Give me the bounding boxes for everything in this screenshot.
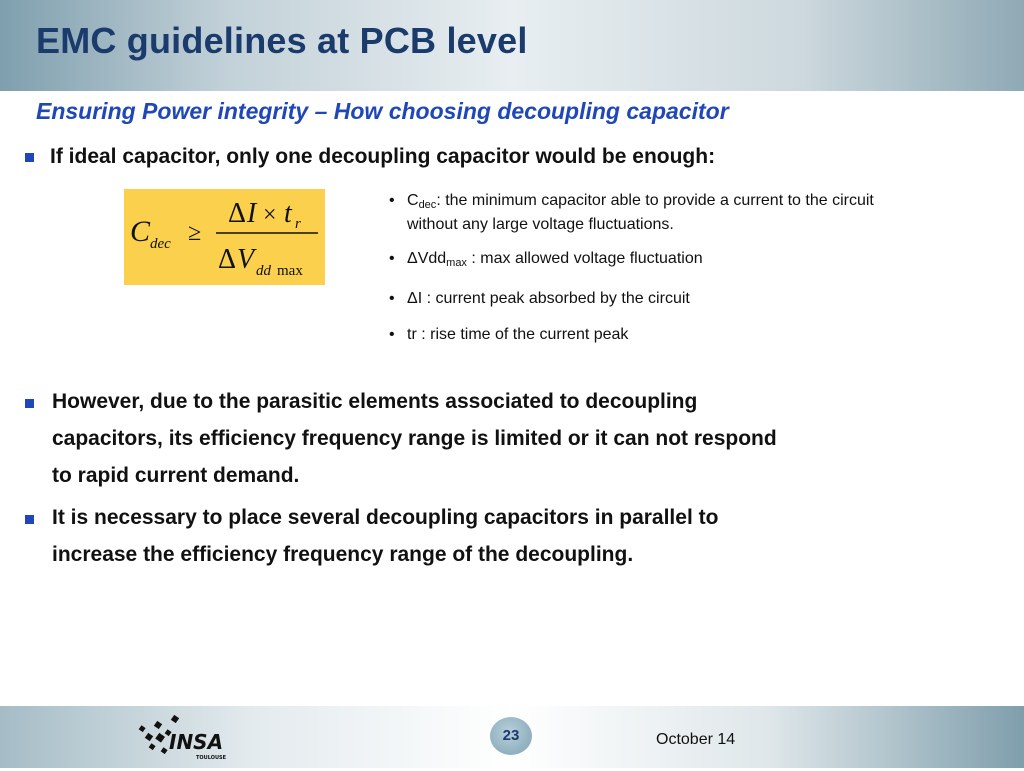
insa-logo-icon <box>136 712 236 766</box>
formula-graphic <box>124 189 325 285</box>
square-bullet-icon <box>25 399 34 408</box>
definition-text: : current peak absorbed by the circuit <box>422 290 690 307</box>
square-bullet-icon <box>25 153 34 162</box>
definition-di <box>389 289 949 309</box>
formula-num-t-sub: r <box>295 216 301 232</box>
definition-symbol: ΔVdd <box>407 250 447 267</box>
formula-times: × <box>263 202 277 228</box>
definition-symbol: tr <box>407 326 417 343</box>
formula-den-sub-max: max <box>277 263 303 279</box>
definition-symbol-sub: dec <box>418 199 437 211</box>
definition-text: : the minimum capacitor able to provide a current to the circuit without any large voltage fluctuations. <box>407 192 874 233</box>
formula-den-v: V <box>237 244 255 275</box>
definition-text: : max allowed voltage fluctuation <box>466 250 703 267</box>
definition-symbol: ΔI <box>407 290 423 307</box>
formula-num-i: I <box>247 198 257 229</box>
definition-tr <box>389 325 949 345</box>
definition-symbol: C <box>407 192 419 209</box>
definition-vdd <box>389 249 949 273</box>
formula-den-sub-dd: dd <box>256 263 271 279</box>
formula-num-t: t <box>284 198 292 229</box>
page-number: 23 <box>490 717 532 755</box>
paragraph-line: increase the efficiency frequency range of the decoupling. <box>52 543 634 566</box>
bullet-dot-icon: • <box>389 250 395 267</box>
insa-logo <box>136 712 236 771</box>
formula-den-delta: Δ <box>218 244 237 275</box>
logo-text: INSA <box>169 730 224 754</box>
bullet-dot-icon: • <box>389 290 395 307</box>
formula-c-sub: dec <box>150 236 171 252</box>
paragraph-line: However, due to the parasitic elements associated to decoupling <box>52 390 698 413</box>
bullet-ideal-capacitor: If ideal capacitor, only one decoupling capacitor would be enough: <box>50 145 716 168</box>
logo-subtext: TOULOUSE <box>196 755 227 761</box>
paragraph-parasitic <box>52 383 777 494</box>
capacitance-formula <box>124 189 325 285</box>
paragraph-line: It is necessary to place several decoupling capacitors in parallel to <box>52 506 719 529</box>
paragraph-parallel <box>52 499 718 573</box>
formula-c: C <box>130 215 151 248</box>
square-bullet-icon <box>25 515 34 524</box>
bullet-dot-icon: • <box>389 326 395 343</box>
slide-title: EMC guidelines at PCB level <box>36 20 528 61</box>
footer-date: October 14 <box>656 731 736 748</box>
definition-list <box>389 191 949 345</box>
formula-num-delta: Δ <box>228 198 247 229</box>
formula-relation: ≥ <box>188 220 202 246</box>
definition-text: : rise time of the current peak <box>416 326 629 343</box>
slide-subtitle: Ensuring Power integrity – How choosing decoupling capacitor <box>36 98 729 124</box>
definition-cdec <box>389 191 917 235</box>
definition-symbol-sub: max <box>446 257 467 269</box>
paragraph-line: capacitors, its efficiency frequency range is limited or it can not respond <box>52 427 777 450</box>
bullet-dot-icon: • <box>389 192 395 209</box>
paragraph-line: to rapid current demand. <box>52 464 300 487</box>
